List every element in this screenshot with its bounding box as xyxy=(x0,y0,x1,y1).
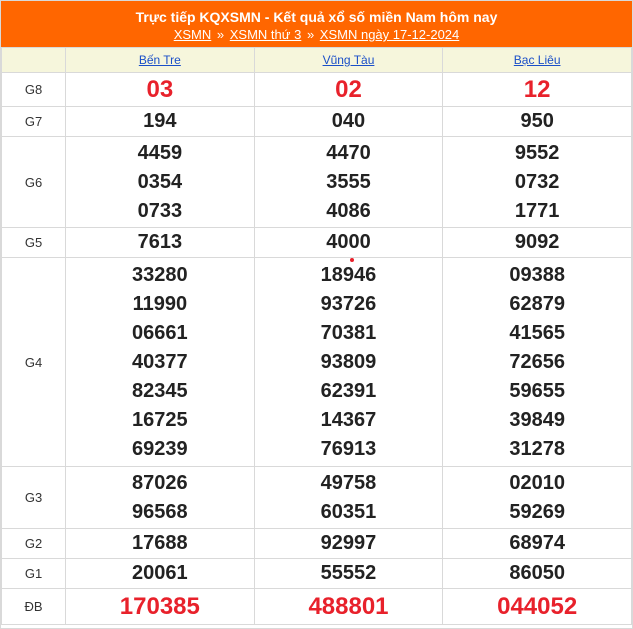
result-number: 02010 xyxy=(509,471,565,494)
result-number: 70381 xyxy=(320,321,377,344)
result-number: 41565 xyxy=(509,321,565,344)
result-number: 4086 xyxy=(326,199,371,222)
breadcrumb-link-xsmn-tuesday[interactable]: XSMN thứ 3 xyxy=(229,27,302,42)
prize-column-header xyxy=(2,48,66,73)
result-number: 16725 xyxy=(132,408,188,431)
result-cell xyxy=(443,559,632,589)
result-cell xyxy=(254,107,443,137)
result-number: 12 xyxy=(523,76,551,103)
result-cell xyxy=(254,137,443,228)
result-cell xyxy=(66,529,255,559)
result-number: 59269 xyxy=(509,500,565,523)
result-number: 20061 xyxy=(132,562,188,584)
result-number: 87026 xyxy=(132,471,188,494)
result-cell xyxy=(66,467,255,529)
result-number: 7613 xyxy=(137,231,183,253)
prize-row-special xyxy=(2,589,632,625)
result-number: 02 xyxy=(335,76,362,103)
result-number: 194 xyxy=(143,110,177,132)
result-number: 93809 xyxy=(320,350,377,373)
result-cell xyxy=(66,107,255,137)
result-number: 4459 xyxy=(137,141,183,164)
result-cell xyxy=(66,559,255,589)
result-number: 950 xyxy=(520,110,554,132)
result-cell xyxy=(254,258,443,467)
province-link-vung-tau[interactable]: Vũng Tàu xyxy=(322,53,375,67)
result-cell xyxy=(254,228,443,258)
live-indicator-dot xyxy=(350,258,354,262)
result-cell xyxy=(443,258,632,467)
result-number: 72656 xyxy=(509,350,565,373)
result-cell xyxy=(254,529,443,559)
result-cell xyxy=(443,228,632,258)
prize-label: G2 xyxy=(2,529,66,559)
prize-label: G5 xyxy=(2,228,66,258)
result-cell xyxy=(443,589,632,625)
breadcrumb-link-xsmn-date[interactable]: XSMN ngày 17-12-2024 xyxy=(319,27,460,42)
result-number: 18946 xyxy=(320,263,377,286)
results-table xyxy=(1,47,632,625)
result-number: 76913 xyxy=(320,437,377,460)
result-number: 11990 xyxy=(132,292,188,315)
result-number: 59655 xyxy=(509,379,565,402)
result-number: 86050 xyxy=(509,562,565,584)
prize-label: G8 xyxy=(2,73,66,107)
prize-row-g6 xyxy=(2,137,632,228)
result-number: 06661 xyxy=(132,321,188,344)
province-header-bac-lieu xyxy=(443,48,632,73)
result-cell xyxy=(66,258,255,467)
result-number: 0354 xyxy=(137,170,183,193)
prize-label: G7 xyxy=(2,107,66,137)
result-number: 55552 xyxy=(320,562,377,584)
result-number: 93726 xyxy=(320,292,377,315)
result-number: 040 xyxy=(331,110,366,132)
prize-row-g2 xyxy=(2,529,632,559)
results-header xyxy=(1,1,632,47)
result-number: 14367 xyxy=(320,408,377,431)
result-number: 92997 xyxy=(320,532,377,554)
result-number: 9552 xyxy=(514,141,560,164)
province-link-ben-tre[interactable]: Bến Tre xyxy=(138,53,181,67)
results-title: Trực tiếp KQXSMN - Kết quả xổ số miền Nam hôm nay xyxy=(135,9,498,25)
result-number: 68974 xyxy=(509,532,565,554)
result-number: 62879 xyxy=(509,292,565,315)
breadcrumb xyxy=(1,26,632,44)
prize-row-g1 xyxy=(2,559,632,589)
breadcrumb-separator: » xyxy=(306,27,315,42)
result-number: 62391 xyxy=(320,379,377,402)
result-cell xyxy=(254,589,443,625)
result-cell xyxy=(443,137,632,228)
result-number: 09388 xyxy=(509,263,565,286)
result-cell xyxy=(443,467,632,529)
prize-row-g7 xyxy=(2,107,632,137)
result-cell xyxy=(443,107,632,137)
prize-label: G3 xyxy=(2,467,66,529)
result-cell xyxy=(66,228,255,258)
result-cell xyxy=(254,73,443,107)
result-number: 31278 xyxy=(509,437,565,460)
result-number: 170385 xyxy=(119,593,200,620)
result-number: 3555 xyxy=(326,170,371,193)
result-cell xyxy=(66,73,255,107)
result-number: 0732 xyxy=(514,170,560,193)
result-cell xyxy=(254,559,443,589)
result-number: 60351 xyxy=(320,500,377,523)
result-number: 4000 xyxy=(326,231,371,253)
province-header-row xyxy=(2,48,632,73)
result-number: 39849 xyxy=(509,408,565,431)
prize-label: G4 xyxy=(2,258,66,467)
result-number: 96568 xyxy=(132,500,188,523)
province-link-bac-lieu[interactable]: Bạc Liêu xyxy=(513,53,561,67)
prize-label: ĐB xyxy=(2,589,66,625)
result-number: 4470 xyxy=(326,141,371,164)
breadcrumb-link-xsmn[interactable]: XSMN xyxy=(173,27,212,42)
result-cell xyxy=(443,529,632,559)
result-number: 17688 xyxy=(132,532,188,554)
prize-row-g4 xyxy=(2,258,632,467)
breadcrumb-separator: » xyxy=(216,27,225,42)
prize-label: G6 xyxy=(2,137,66,228)
result-number: 69239 xyxy=(132,437,188,460)
result-cell xyxy=(66,589,255,625)
prize-row-g5 xyxy=(2,228,632,258)
prize-row-g8 xyxy=(2,73,632,107)
result-number: 0733 xyxy=(137,199,183,222)
result-cell xyxy=(66,137,255,228)
province-header-ben-tre xyxy=(66,48,255,73)
prize-label: G1 xyxy=(2,559,66,589)
result-number: 40377 xyxy=(132,350,188,373)
result-number: 33280 xyxy=(132,263,188,286)
prize-row-g3 xyxy=(2,467,632,529)
result-number: 03 xyxy=(146,76,174,103)
result-number: 1771 xyxy=(514,199,560,222)
result-cell xyxy=(254,467,443,529)
result-number: 488801 xyxy=(308,593,389,620)
result-number: 49758 xyxy=(320,471,377,494)
result-number: 82345 xyxy=(132,379,188,402)
province-header-vung-tau xyxy=(254,48,443,73)
result-number: 9092 xyxy=(514,231,560,253)
result-cell xyxy=(443,73,632,107)
result-number: 044052 xyxy=(497,593,578,620)
